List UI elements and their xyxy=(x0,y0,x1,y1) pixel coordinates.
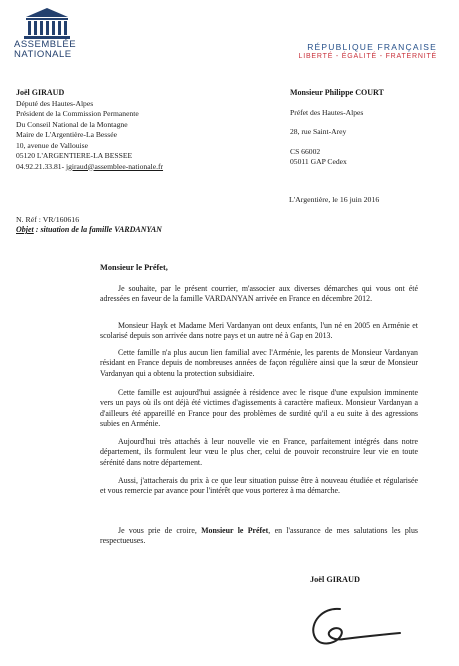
sender-line: Maire de L'Argentière-La Bessée xyxy=(16,130,117,139)
closing-paragraph: Je vous prie de croire, Monsieur le Préfet, en l'assurance de mes salutations les plus respectueuses. xyxy=(100,526,418,546)
assemblee-nationale-logo xyxy=(12,6,82,60)
recipient-block xyxy=(290,88,384,168)
body-paragraph: Cette famille n'a plus aucun lien familial avec l'Arménie, les parents de Monsieur Vardanyan résidant en France depuis de nombreuses années de façon régulière ainsi que la sœur de Monsieur Vardanyan qui a obtenu la protection subsidiaire. xyxy=(100,348,418,378)
body-paragraph: Je souhaite, par le présent courrier, m'associer aux diverses démarches qui vous ont été adressées en faveur de la famille VARDANYAN arrivée en France en décembre 2012. xyxy=(100,284,418,304)
recipient-street: 28, rue Saint-Arey xyxy=(290,127,347,136)
letter-date: L'Argentière, le 16 juin 2016 xyxy=(289,195,380,204)
sender-name: Joël GIRAUD xyxy=(16,88,65,97)
body-paragraph: Aussi, j'attacherais du prix à ce que leur situation puisse être à nouveau étudiée et régularisée et vous remercie par avance pour l'intérêt que vous porterez à ma démarche. xyxy=(100,476,418,496)
assemblee-building-icon xyxy=(24,6,70,40)
republic-title: RÉPUBLIQUE FRANÇAISE xyxy=(307,42,437,52)
sender-line: 05120 L'ARGENTIERE-LA BESSEE xyxy=(16,151,133,160)
sender-contact xyxy=(16,162,163,173)
letter-object xyxy=(16,225,162,234)
salutation: Monsieur le Préfet, xyxy=(100,263,168,272)
republic-header xyxy=(299,42,437,60)
recipient-name: Monsieur Philippe COURT xyxy=(290,88,384,97)
sender-line: 10, avenue de Vallouise xyxy=(16,140,88,150)
sender-block xyxy=(16,88,163,172)
recipient-title: Préfet des Hautes-Alpes xyxy=(290,107,364,117)
recipient-city: 05011 GAP Cedex xyxy=(290,157,347,166)
recipient-cs: CS 66002 xyxy=(290,146,321,156)
sender-line: Député des Hautes-Alpes xyxy=(16,98,94,108)
sender-email-link[interactable]: jgiraud@assemblee-nationale.fr xyxy=(66,161,164,171)
logo-line-2: NATIONALE xyxy=(14,49,72,60)
object-text: : situation de la famille VARDANYAN xyxy=(33,225,162,234)
body-paragraph: Aujourd'hui très attachés à leur nouvelle vie en France, parfaitement intégrés dans notre département, ils formulent leur vœu le plus cher, celui de pouvoir reconstruire leur vie en toute sérénité dans notre département. xyxy=(100,437,418,467)
body-paragraph: Monsieur Hayk et Madame Meri Vardanyan ont deux enfants, l'un né en 2005 en Arménie et scolarisé depuis son arrivée dans notre pays et un autre né à Gap en 2013. xyxy=(100,321,418,341)
sender-line: Du Conseil National de la Montagne xyxy=(16,119,128,129)
sender-line: Président de la Commission Permanente xyxy=(16,109,139,118)
logo-line-1: ASSEMBLÉE xyxy=(14,39,77,50)
handwritten-signature xyxy=(300,595,410,660)
closing-bold: Monsieur le Préfet xyxy=(201,526,269,535)
republic-motto: LIBERTÉ - ÉGALITÉ - FRATERNITÉ xyxy=(298,53,437,60)
signature-name: Joël GIRAUD xyxy=(310,575,361,584)
object-label: Objet xyxy=(16,225,34,234)
sender-phone: 04.92.21.33.81- xyxy=(16,161,66,171)
body-paragraph: Cette famille est aujourd'hui assignée à résidence avec le risque d'une expulsion imminente vers un pays où ils ont déjà été victimes d'agissements à caractère mafieux. Monsieur Vardanyan a d'ailleurs été appareillé en France pour des problèmes de surdité qu'il a eu suite à des agressions subies en Arménie. xyxy=(100,388,418,429)
reference: N. Réf : VR/160616 xyxy=(16,215,80,224)
